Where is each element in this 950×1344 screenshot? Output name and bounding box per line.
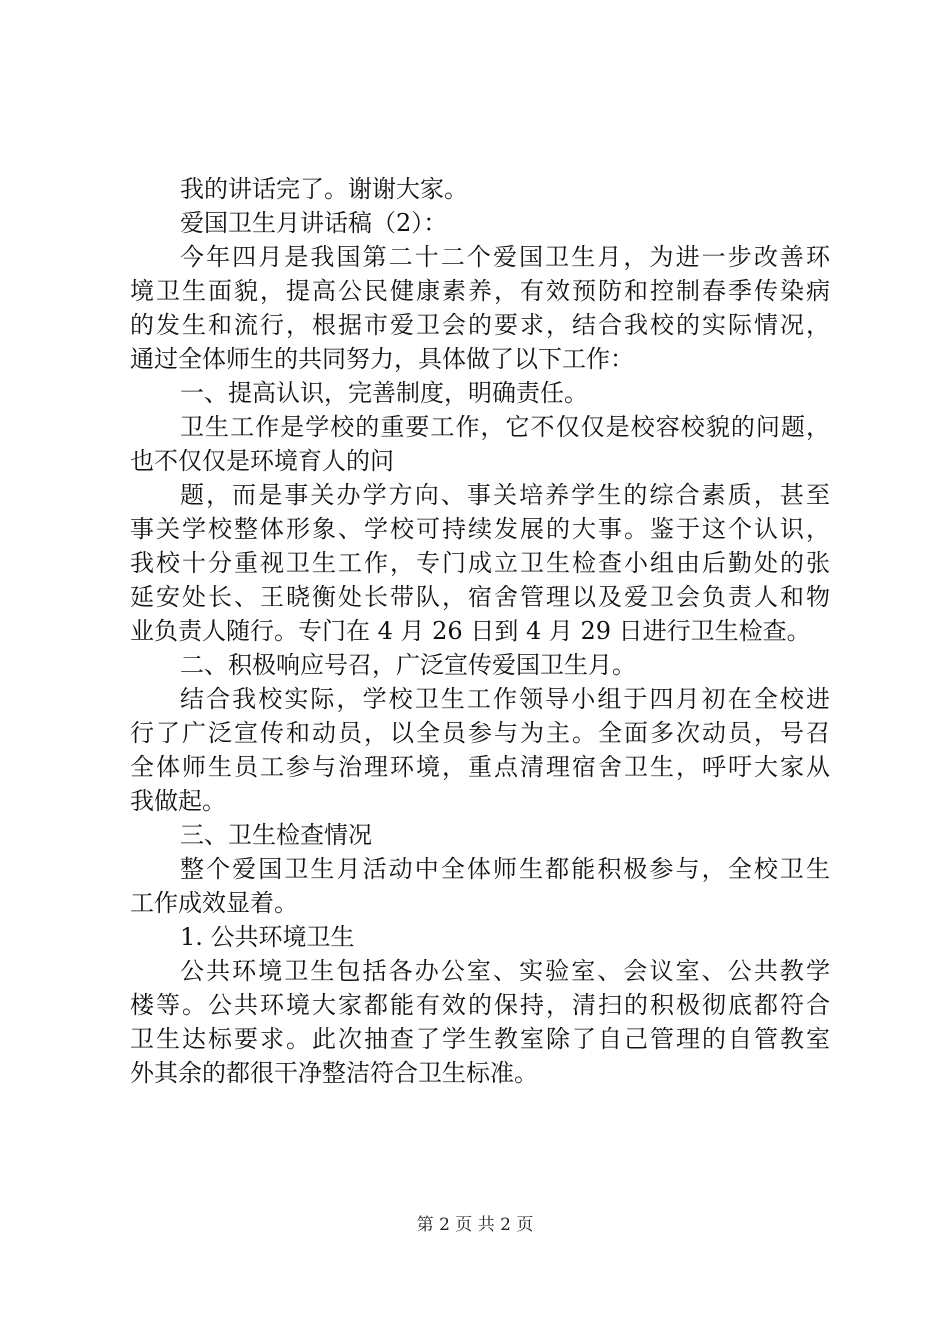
text-line: 我的讲话完了。谢谢大家。 [180,175,468,203]
text-line: 二、积极响应号召，广泛宣传爱国卫生月。 [180,651,636,679]
text-line: 一、提高认识，完善制度，明确责任。 [180,379,588,407]
text-line: 延安处长、王晓衡处长带队，宿舍管理以及爱卫会负责人和物 [130,583,830,611]
text-line: 境卫生面貌，提高公民健康素养，有效预防和控制春季传染病 [130,277,830,305]
text-line: 的发生和流行，根据市爱卫会的要求，结合我校的实际情况， [130,311,830,339]
text-line: 楼等。公共环境大家都能有效的保持，清扫的积极彻底都符合 [130,991,830,1019]
text-line: 1. 公共环境卫生 [180,923,355,951]
text-line: 卫生工作是学校的重要工作，它不仅仅是校容校貌的问题， [180,413,830,441]
text-line: 公共环境卫生包括各办公室、实验室、会议室、公共教学 [180,957,830,985]
text-line: 工作成效显着。 [130,889,298,917]
text-line: 整个爱国卫生月活动中全体师生都能积极参与，全校卫生 [180,855,830,883]
text-line: 业负责人随行。专门在 4 月 26 日到 4 月 29 日进行卫生检查。 [130,617,811,645]
text-line: 全体师生员工参与治理环境，重点清理宿舍卫生，呼吁大家从 [130,753,830,781]
text-line: 通过全体师生的共同努力，具体做了以下工作： [130,345,634,373]
text-line: 行了广泛宣传和动员，以全员参与为主。全面多次动员，号召 [130,719,830,747]
text-line: 结合我校实际，学校卫生工作领导小组于四月初在全校进 [180,685,830,713]
text-line: 卫生达标要求。此次抽查了学生教室除了自己管理的自管教室 [130,1025,830,1053]
text-line: 也不仅仅是环境育人的问 [130,447,394,475]
text-line: 今年四月是我国第二十二个爱国卫生月，为进一步改善环 [180,243,830,271]
text-line: 爱国卫生月讲话稿（2）： [180,209,448,237]
text-line: 题，而是事关办学方向、事关培养学生的综合素质，甚至 [180,481,830,509]
text-line: 三、卫生检查情况 [180,821,372,849]
page-footer: 第 2 页 共 2 页 [416,1215,534,1235]
text-line: 我校十分重视卫生工作，专门成立卫生检查小组由后勤处的张 [130,549,830,577]
document-body [130,172,830,1090]
text-line: 外其余的都很干净整洁符合卫生标准。 [130,1059,538,1087]
text-line: 事关学校整体形象、学校可持续发展的大事。鉴于这个认识， [130,515,830,543]
text-line: 我做起。 [130,787,226,815]
